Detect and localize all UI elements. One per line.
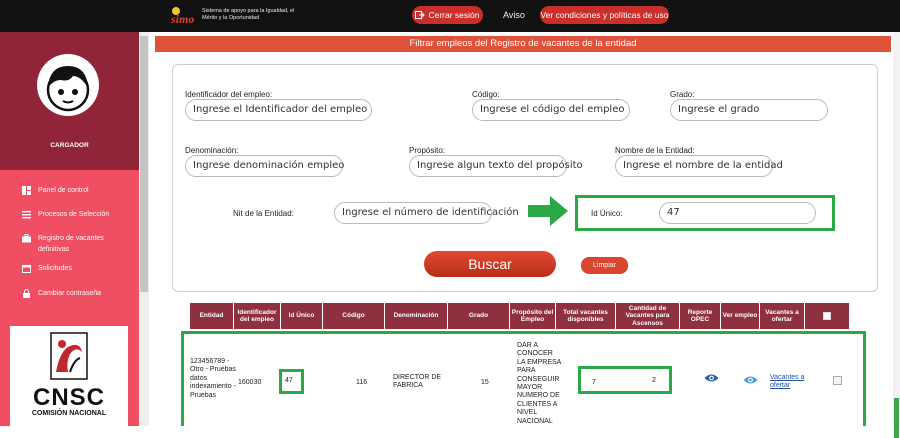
logout-icon	[415, 11, 424, 19]
user-avatar-icon	[37, 54, 99, 116]
cell-id-unico: 47	[285, 377, 293, 384]
filter-title: Filtrar empleos del Registro de vacantes de la entidad	[155, 36, 891, 52]
calendar-icon	[22, 264, 31, 273]
cell-vacantes-ascensos: 2	[652, 377, 656, 384]
logout-label: Cerrar sesión	[428, 10, 480, 20]
terms-button[interactable]: Ver condiciones y políticas de uso	[540, 6, 669, 24]
proposito-input[interactable]: Ingrese algun texto del propósito	[409, 155, 567, 177]
sidebar-item-registro[interactable]	[22, 233, 132, 255]
list-icon	[22, 210, 31, 219]
left-scrollbar[interactable]	[139, 32, 149, 426]
cell-grado: 15	[481, 379, 489, 386]
cnsc-emblem-icon	[50, 332, 88, 380]
col-select-all[interactable]	[805, 303, 849, 329]
col-ver-empleo[interactable]: Ver empleo	[721, 303, 759, 329]
user-panel	[0, 32, 139, 170]
cell-entidad: 123456789 - Otro - Pruebas datos indexamiento - Pruebas	[190, 358, 236, 399]
nit-label: Nit de la Entidad:	[233, 209, 294, 218]
entidad-label: Nombre de la Entidad:	[615, 146, 695, 155]
notice-link[interactable]: Aviso	[503, 10, 525, 20]
cell-codigo: 116	[356, 379, 368, 386]
cell-proposito: DAR A CONOCER LA EMPRESA PARA CONSEGUIR MAYOR NUMERO DE CLIENTES A NIVEL NACIONAL	[517, 342, 561, 425]
col-entidad[interactable]: Entidad	[190, 303, 233, 329]
cnsc-logo	[10, 326, 128, 426]
row-checkbox[interactable]	[833, 376, 842, 385]
col-vacantes-ascensos[interactable]: Cantidad de Vacantes para Ascensos	[616, 303, 679, 329]
scrollbar-thumb[interactable]	[894, 398, 899, 438]
id-empleo-label: Identificador del empleo:	[185, 90, 273, 99]
denominacion-input[interactable]: Ingrese denominación empleo	[185, 155, 343, 177]
grado-input[interactable]: Ingrese el grado	[670, 99, 828, 121]
sidebar-item-panel[interactable]	[22, 185, 132, 196]
col-grado[interactable]: Grado	[448, 303, 509, 329]
logout-button[interactable]	[412, 6, 483, 24]
arrow-right-icon	[528, 196, 568, 226]
col-id-unico[interactable]: Id Único	[281, 303, 322, 329]
sidebar-item-label: Procesos de Selección	[38, 211, 110, 218]
scrollbar-thumb[interactable]	[140, 36, 148, 292]
sidebar-item-solicitudes[interactable]	[22, 263, 132, 274]
id-unico-input[interactable]: 47	[659, 202, 816, 224]
top-bar	[0, 0, 900, 32]
simo-logo-icon	[168, 3, 198, 27]
proposito-label: Propósito:	[409, 146, 446, 155]
view-job-eye-icon[interactable]	[743, 375, 758, 385]
clear-button[interactable]: Limpiar	[581, 257, 628, 274]
vacantes-ofertar-link[interactable]: Vacantes a ofertar	[770, 374, 805, 390]
col-proposito[interactable]: Propósito del Empleo	[510, 303, 555, 329]
org-logo-text: CNSC	[32, 384, 105, 411]
cell-denominacion: DIRECTOR DE FABRICA	[393, 374, 442, 390]
cell-id-empleo: 160030	[238, 379, 262, 386]
col-codigo[interactable]: Código	[323, 303, 384, 329]
grado-label: Grado:	[670, 90, 695, 99]
sidebar	[0, 32, 139, 426]
select-all-checkbox[interactable]	[823, 312, 831, 320]
user-role: CARGADOR	[50, 142, 89, 149]
col-id-empleo[interactable]: Identificador del empleo	[234, 303, 280, 329]
id-unico-label: Id Único:	[591, 209, 623, 218]
col-reporte-opec[interactable]: Reporte OPEC	[680, 303, 720, 329]
avatar	[37, 54, 99, 116]
sidebar-item-label: Registro de vacantes definitivas	[38, 235, 104, 253]
logo-tagline: Sistema de apoyo para la Igualdad, el Mérito y la Oportunidad	[202, 8, 295, 21]
nit-input[interactable]: Ingrese el número de identificación	[334, 202, 492, 224]
denominacion-label: Denominación:	[185, 146, 239, 155]
entidad-input[interactable]: Ingrese el nombre de la entidad	[615, 155, 773, 177]
sidebar-item-password[interactable]	[22, 288, 132, 299]
briefcase-icon	[22, 234, 31, 243]
dashboard-icon	[22, 186, 31, 195]
id-empleo-input[interactable]: Ingrese el Identificador del empleo	[185, 99, 372, 121]
cell-total-vacantes: 7	[592, 379, 596, 386]
search-button[interactable]: Buscar	[424, 251, 556, 277]
app-logo	[168, 3, 297, 27]
sidebar-item-label: Solicitudes	[38, 265, 72, 272]
codigo-label: Código:	[472, 90, 500, 99]
codigo-input[interactable]: Ingrese el código del empleo	[472, 99, 630, 121]
sidebar-item-label: Panel de control	[38, 187, 89, 194]
sidebar-item-label: Cambiar contraseña	[38, 290, 102, 297]
org-subtitle: COMISIÓN NACIONAL	[31, 410, 107, 417]
sidebar-item-procesos[interactable]	[22, 209, 132, 220]
report-opec-eye-icon[interactable]	[704, 373, 719, 383]
lock-icon	[22, 289, 31, 298]
right-scrollbar[interactable]	[893, 32, 900, 426]
col-total-vacantes[interactable]: Total vacantes disponibles	[556, 303, 615, 329]
svg-text:simo: simo	[171, 12, 195, 26]
col-vacantes-ofertar[interactable]: Vacantes a ofertar	[760, 303, 804, 329]
col-denominacion[interactable]: Denominación	[385, 303, 447, 329]
